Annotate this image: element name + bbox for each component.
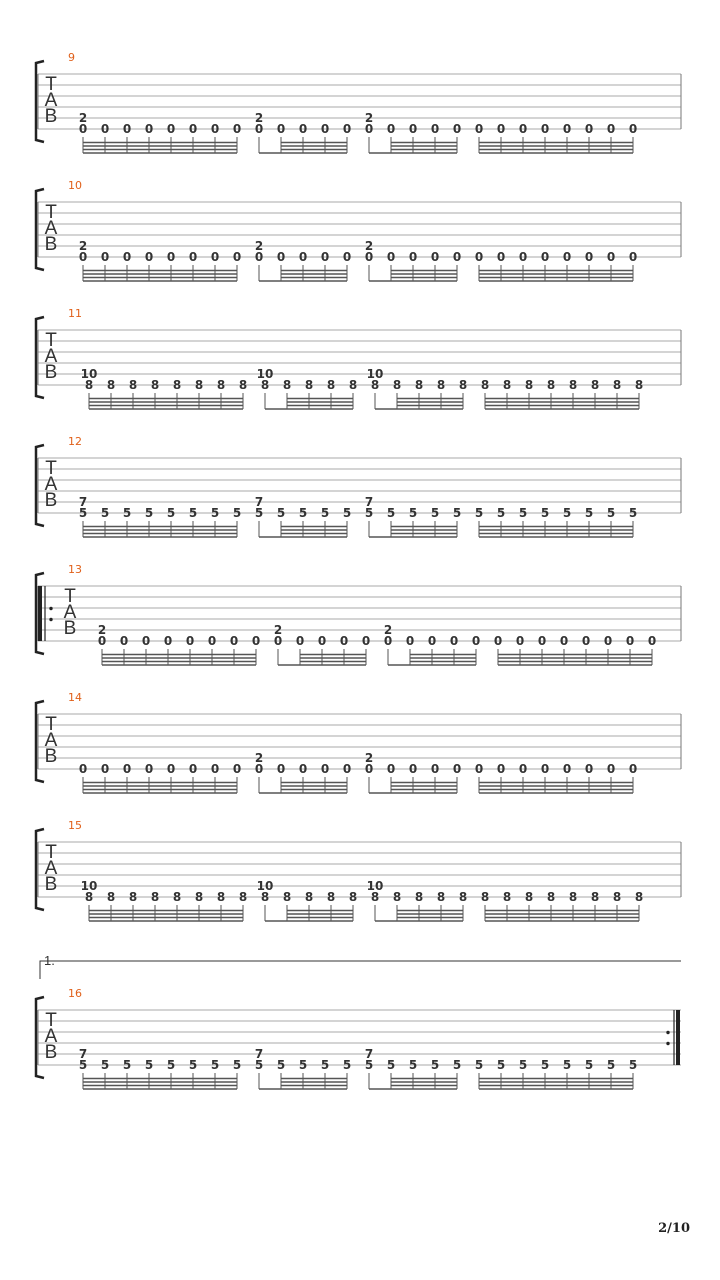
fret-number: 0 [100, 762, 110, 776]
fret-number: 8 [546, 890, 556, 904]
tab-clef-letter: A [44, 1026, 58, 1047]
fret-number: 0 [474, 762, 484, 776]
tab-system [36, 691, 681, 793]
fret-number: 0 [518, 762, 528, 776]
fret-number: 8 [238, 378, 248, 392]
fret-number: 5 [584, 506, 594, 520]
fret-number: 0 [408, 250, 418, 264]
fret-number: 0 [122, 762, 132, 776]
fret-number: 0 [430, 122, 440, 136]
fret-number: 5 [518, 1058, 528, 1072]
fret-number: 0 [430, 250, 440, 264]
measure-number: 10 [68, 179, 82, 192]
tab-clef-letter: A [44, 858, 58, 879]
volta-bracket [40, 961, 681, 979]
fret-number: 0 [361, 634, 371, 648]
tab-clef-letter: T [45, 74, 57, 95]
fret-number: 0 [606, 250, 616, 264]
fret-number: 0 [452, 122, 462, 136]
system-bracket [36, 997, 44, 1078]
fret-number: 5 [452, 506, 462, 520]
fret-number: 0 [364, 250, 374, 264]
fret-number: 5 [342, 1058, 352, 1072]
fret-number: 0 [452, 762, 462, 776]
fret-number: 0 [342, 762, 352, 776]
system-bracket [36, 189, 44, 270]
tab-system [36, 307, 681, 409]
fret-number: 5 [452, 1058, 462, 1072]
fret-number: 0 [78, 122, 88, 136]
fret-number: 0 [97, 634, 107, 648]
fret-number-accent: 10 [256, 367, 274, 381]
fret-number: 0 [493, 634, 503, 648]
system-bracket [36, 701, 44, 782]
tab-clef-letter: T [64, 586, 76, 607]
fret-number: 0 [298, 250, 308, 264]
fret-number: 5 [628, 506, 638, 520]
fret-number: 5 [298, 506, 308, 520]
fret-number-accent: 2 [273, 623, 283, 637]
fret-number: 0 [342, 250, 352, 264]
fret-number: 0 [119, 634, 129, 648]
fret-number: 5 [254, 1058, 264, 1072]
tab-clef-letter: B [44, 746, 58, 767]
system-bracket [36, 445, 44, 526]
measure-number: 9 [68, 51, 75, 64]
fret-number-accent: 7 [254, 495, 264, 509]
tab-clef-letter: B [44, 874, 58, 895]
fret-number: 0 [383, 634, 393, 648]
fret-number: 8 [106, 890, 116, 904]
fret-number: 0 [295, 634, 305, 648]
fret-number: 0 [408, 762, 418, 776]
fret-number: 8 [348, 890, 358, 904]
fret-number: 5 [584, 1058, 594, 1072]
fret-number: 5 [100, 1058, 110, 1072]
fret-number: 0 [188, 122, 198, 136]
fret-number: 0 [515, 634, 525, 648]
system-bracket [36, 61, 44, 142]
fret-number: 5 [474, 506, 484, 520]
fret-number: 8 [480, 378, 490, 392]
fret-number: 0 [166, 250, 176, 264]
measure-number: 13 [68, 563, 82, 576]
fret-number-accent: 7 [254, 1047, 264, 1061]
repeat-dot [666, 1042, 669, 1045]
fret-number: 8 [106, 378, 116, 392]
fret-number: 0 [449, 634, 459, 648]
fret-number: 0 [320, 250, 330, 264]
fret-number-accent: 2 [383, 623, 393, 637]
fret-number: 8 [524, 378, 534, 392]
tab-system [36, 51, 681, 153]
fret-number: 0 [210, 250, 220, 264]
fret-number: 5 [100, 506, 110, 520]
fret-number-accent: 2 [254, 751, 264, 765]
fret-number: 0 [144, 122, 154, 136]
fret-number: 0 [188, 762, 198, 776]
fret-number: 5 [144, 506, 154, 520]
fret-number: 8 [502, 890, 512, 904]
fret-number: 8 [348, 378, 358, 392]
fret-number: 8 [634, 890, 644, 904]
fret-number: 8 [568, 378, 578, 392]
fret-number: 5 [232, 1058, 242, 1072]
fret-number: 8 [392, 890, 402, 904]
tab-system [36, 435, 681, 537]
fret-number: 5 [78, 506, 88, 520]
fret-number: 0 [625, 634, 635, 648]
fret-number: 0 [122, 250, 132, 264]
fret-number: 0 [100, 250, 110, 264]
fret-number: 5 [122, 1058, 132, 1072]
tab-clef-letter: B [44, 106, 58, 127]
fret-number-accent: 7 [78, 1047, 88, 1061]
fret-number: 8 [304, 378, 314, 392]
fret-number-accent: 7 [364, 1047, 374, 1061]
tab-clef-letter: T [45, 714, 57, 735]
fret-number: 8 [238, 890, 248, 904]
tab-clef-letter: T [45, 330, 57, 351]
fret-number: 0 [232, 762, 242, 776]
fret-number: 0 [628, 122, 638, 136]
tab-clef-letter: T [45, 1010, 57, 1031]
fret-number: 0 [320, 762, 330, 776]
fret-number: 0 [166, 762, 176, 776]
fret-number: 5 [408, 506, 418, 520]
tab-clef-letter: B [44, 234, 58, 255]
fret-number: 0 [254, 122, 264, 136]
fret-number-accent: 2 [254, 111, 264, 125]
fret-number: 0 [628, 762, 638, 776]
fret-number: 5 [320, 1058, 330, 1072]
fret-number: 0 [100, 122, 110, 136]
fret-number: 5 [540, 506, 550, 520]
fret-number: 0 [276, 122, 286, 136]
fret-number-accent: 2 [364, 239, 374, 253]
fret-number-accent: 10 [366, 367, 384, 381]
fret-number: 8 [546, 378, 556, 392]
fret-number: 5 [562, 506, 572, 520]
fret-number: 8 [612, 890, 622, 904]
fret-number: 0 [537, 634, 547, 648]
fret-number: 0 [647, 634, 657, 648]
fret-number: 0 [298, 122, 308, 136]
fret-number: 0 [298, 762, 308, 776]
fret-number: 5 [386, 506, 396, 520]
tab-clef-letter: B [44, 1042, 58, 1063]
fret-number: 5 [430, 1058, 440, 1072]
fret-number: 0 [496, 762, 506, 776]
fret-number: 0 [229, 634, 239, 648]
fret-number: 0 [474, 250, 484, 264]
fret-number: 0 [188, 250, 198, 264]
fret-number: 5 [474, 1058, 484, 1072]
fret-number: 8 [480, 890, 490, 904]
fret-number: 0 [254, 762, 264, 776]
fret-number: 8 [436, 890, 446, 904]
fret-number: 0 [562, 762, 572, 776]
fret-number: 0 [518, 122, 528, 136]
fret-number: 5 [496, 1058, 506, 1072]
fret-number: 5 [276, 1058, 286, 1072]
fret-number-accent: 10 [256, 879, 274, 893]
fret-number: 8 [458, 890, 468, 904]
fret-number: 8 [370, 378, 380, 392]
fret-number: 8 [568, 890, 578, 904]
fret-number: 8 [326, 890, 336, 904]
fret-number: 0 [273, 634, 283, 648]
fret-number: 0 [78, 762, 88, 776]
fret-number: 0 [210, 762, 220, 776]
fret-number: 0 [166, 122, 176, 136]
tab-system [36, 563, 681, 665]
fret-number: 0 [540, 250, 550, 264]
tab-clef-letter: B [44, 362, 58, 383]
measure-number: 11 [68, 307, 82, 320]
fret-number: 0 [232, 122, 242, 136]
fret-number: 8 [128, 378, 138, 392]
fret-number: 0 [317, 634, 327, 648]
fret-number: 0 [386, 122, 396, 136]
measure-number: 16 [68, 987, 82, 1000]
fret-number: 5 [364, 1058, 374, 1072]
fret-number-accent: 2 [364, 751, 374, 765]
fret-number: 8 [194, 378, 204, 392]
fret-number: 8 [458, 378, 468, 392]
fret-number: 0 [364, 122, 374, 136]
system-bracket [36, 829, 44, 910]
fret-number: 0 [474, 122, 484, 136]
fret-number: 0 [122, 122, 132, 136]
fret-number: 5 [188, 506, 198, 520]
fret-number: 0 [603, 634, 613, 648]
tab-clef-letter: A [44, 346, 58, 367]
fret-number: 5 [518, 506, 528, 520]
fret-number: 5 [430, 506, 440, 520]
page-number: 2/10 [658, 1221, 690, 1236]
fret-number: 8 [326, 378, 336, 392]
fret-number: 5 [166, 506, 176, 520]
fret-number: 5 [188, 1058, 198, 1072]
tab-clef-letter: T [45, 842, 57, 863]
fret-number: 5 [628, 1058, 638, 1072]
fret-number: 0 [78, 250, 88, 264]
fret-number: 8 [216, 890, 226, 904]
tab-clef-letter: T [45, 458, 57, 479]
fret-number: 8 [172, 890, 182, 904]
fret-number: 5 [386, 1058, 396, 1072]
fret-number: 0 [584, 762, 594, 776]
fret-number: 0 [386, 762, 396, 776]
fret-number: 5 [606, 1058, 616, 1072]
fret-number-accent: 7 [78, 495, 88, 509]
tab-clef-letter: A [63, 602, 77, 623]
repeat-end-thick-bar [676, 1010, 680, 1065]
fret-number: 8 [172, 378, 182, 392]
fret-number-accent: 2 [78, 111, 88, 125]
fret-number: 8 [150, 890, 160, 904]
fret-number: 8 [84, 890, 94, 904]
fret-number: 5 [210, 1058, 220, 1072]
tab-system [36, 179, 681, 281]
fret-number: 5 [496, 506, 506, 520]
fret-number: 0 [163, 634, 173, 648]
fret-number: 8 [84, 378, 94, 392]
fret-number: 0 [144, 762, 154, 776]
fret-number: 5 [144, 1058, 154, 1072]
fret-number: 0 [427, 634, 437, 648]
fret-number-accent: 10 [80, 879, 98, 893]
tab-clef-letter: A [44, 730, 58, 751]
fret-number: 0 [342, 122, 352, 136]
measure-number: 12 [68, 435, 82, 448]
fret-number: 5 [276, 506, 286, 520]
system-bracket [36, 317, 44, 398]
fret-number: 8 [370, 890, 380, 904]
fret-number: 0 [518, 250, 528, 264]
tab-system [36, 819, 681, 921]
fret-number: 0 [251, 634, 261, 648]
fret-number-accent: 2 [78, 239, 88, 253]
fret-number: 0 [581, 634, 591, 648]
fret-number: 5 [298, 1058, 308, 1072]
tab-clef-letter: A [44, 474, 58, 495]
fret-number: 0 [254, 250, 264, 264]
fret-number: 8 [304, 890, 314, 904]
fret-number: 8 [260, 890, 270, 904]
fret-number: 5 [210, 506, 220, 520]
fret-number: 8 [392, 378, 402, 392]
fret-number: 0 [606, 762, 616, 776]
fret-number: 5 [166, 1058, 176, 1072]
fret-number: 0 [452, 250, 462, 264]
fret-number: 0 [141, 634, 151, 648]
fret-number: 0 [408, 122, 418, 136]
fret-number: 5 [232, 506, 242, 520]
fret-number: 8 [194, 890, 204, 904]
fret-number: 8 [216, 378, 226, 392]
fret-number: 8 [128, 890, 138, 904]
fret-number: 0 [339, 634, 349, 648]
fret-number: 0 [562, 122, 572, 136]
repeat-dot [49, 607, 52, 610]
fret-number: 0 [276, 762, 286, 776]
fret-number: 0 [540, 122, 550, 136]
tab-clef-letter: A [44, 90, 58, 111]
repeat-start-thick-bar [38, 586, 42, 641]
fret-number: 0 [207, 634, 217, 648]
fret-number: 8 [282, 378, 292, 392]
fret-number: 8 [590, 378, 600, 392]
fret-number: 5 [408, 1058, 418, 1072]
fret-number: 8 [260, 378, 270, 392]
fret-number: 0 [584, 122, 594, 136]
fret-number: 8 [634, 378, 644, 392]
fret-number: 0 [562, 250, 572, 264]
tab-clef-letter: A [44, 218, 58, 239]
fret-number: 0 [496, 250, 506, 264]
fret-number: 8 [414, 890, 424, 904]
fret-number: 0 [276, 250, 286, 264]
fret-number: 0 [559, 634, 569, 648]
fret-number: 0 [364, 762, 374, 776]
fret-number: 0 [320, 122, 330, 136]
fret-number: 0 [405, 634, 415, 648]
fret-number: 5 [540, 1058, 550, 1072]
fret-number: 8 [612, 378, 622, 392]
fret-number: 8 [150, 378, 160, 392]
fret-number-accent: 2 [254, 239, 264, 253]
repeat-dot [666, 1031, 669, 1034]
fret-number: 0 [606, 122, 616, 136]
fret-number: 0 [540, 762, 550, 776]
fret-number: 5 [562, 1058, 572, 1072]
fret-number-accent: 2 [97, 623, 107, 637]
fret-number-accent: 10 [80, 367, 98, 381]
fret-number: 8 [436, 378, 446, 392]
fret-number: 8 [524, 890, 534, 904]
tab-clef-letter: B [44, 490, 58, 511]
fret-number: 0 [628, 250, 638, 264]
tab-clef-letter: B [63, 618, 77, 639]
fret-number: 8 [590, 890, 600, 904]
fret-number: 5 [320, 506, 330, 520]
fret-number: 5 [78, 1058, 88, 1072]
volta-label: 1. [44, 953, 55, 968]
fret-number: 5 [122, 506, 132, 520]
fret-number: 0 [386, 250, 396, 264]
tab-system [36, 953, 681, 1089]
measure-number: 14 [68, 691, 82, 704]
measure-number: 15 [68, 819, 82, 832]
fret-number: 8 [282, 890, 292, 904]
fret-number: 0 [144, 250, 154, 264]
fret-number: 0 [496, 122, 506, 136]
fret-number: 5 [364, 506, 374, 520]
fret-number: 5 [606, 506, 616, 520]
fret-number: 0 [584, 250, 594, 264]
fret-number: 5 [254, 506, 264, 520]
fret-number: 0 [430, 762, 440, 776]
fret-number: 0 [210, 122, 220, 136]
fret-number: 0 [232, 250, 242, 264]
tab-clef-letter: T [45, 202, 57, 223]
fret-number: 8 [414, 378, 424, 392]
fret-number-accent: 7 [364, 495, 374, 509]
fret-number-accent: 10 [366, 879, 384, 893]
fret-number-accent: 2 [364, 111, 374, 125]
repeat-dot [49, 618, 52, 621]
fret-number: 8 [502, 378, 512, 392]
fret-number: 0 [471, 634, 481, 648]
fret-number: 0 [185, 634, 195, 648]
fret-number: 5 [342, 506, 352, 520]
